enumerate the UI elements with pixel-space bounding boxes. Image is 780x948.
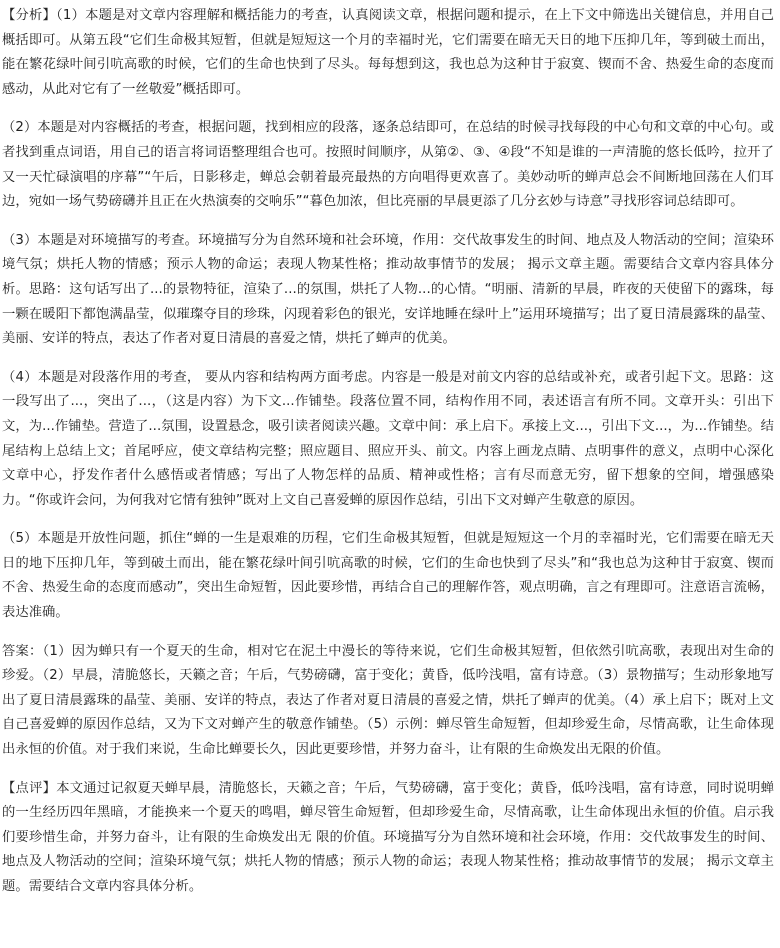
analysis-paragraph-1: 【分析】（1）本题是对文章内容理解和概括能力的考查，认真阅读文章，根据问题和提示，在上下文中筛选出关键信息，并用自己概括即可。从第五段“它们生命极其短暂，但就是短短这一个月的幸福时光，它们需要在暗无天日的地下压抑几年，等到破土而出，能在繁花绿叶间引吭高歌的时候，它们的生命也快到了尽头。每每想到这，我也总为这种甘于寂寞、锲而不舍、热爱生命的态度而感动，从此对它有了一丝敬爱”概括即可。 [2, 8, 774, 97]
analysis-paragraph-5: （5）本题是开放性问题，抓住“蝉的一生是艰难的历程，它们生命极其短暂，但就是短短这一个月的幸福时光，它们需要在暗无天日的地下压抑几年，等到破土而出，能在繁花绿叶间引吭高歌的时候，它们的生命也快到了尽头”和“我也总为这种甘于寂寞、锲而不舍、热爱生命的态度而感动”，突出生命短暂，因此要珍惜，再结合自己的理解作答，观点明确，言之有理即可。注意语言流畅，表达准确。 [2, 531, 774, 621]
analysis-paragraph-3: （3）本题是对环境描写的考查。环境描写分为自然环境和社会环境，作用：交代故事发生的时间、地点及人物活动的空间；渲染环境气氛；烘托人物的情感；预示人物的命运；表现人物某性格；推动故事情节的发展； 揭示文章主题。需要结合文章内容具体分析。思路：这句话写出了...的景物特征，渲染了...的氛围，烘托了人物...的心情。“明丽、清新的早晨，昨夜的天使留下的露珠，每一颗在暖阳下都饱满晶莹，似璀璨夺目的珍珠，闪现着彩色的银光，安详地睡在绿叶上”运用环境描写；岀了夏日清晨露珠的晶莹、美丽、安详的特点，表达了作者对夏日清晨的喜爱之情，烘托了蝉声的优美。 [2, 232, 774, 347]
answer-paragraph: 答案：（1）因为蝉只有一个夏天的生命，相对它在泥土中漫长的等待来说，它们生命极其短暂，但依然引吭高歌，表现出对生命的珍爱。（2）早晨，清脆悠长，天籁之音；午后，气势磅礴，富于变化；黄昏，低吟浅唱，富有诗意。（3）景物描写；生动形象地写出了夏日清晨露珠的晶莹、美丽、安详的特点，表达了作者对夏日清晨的喜爱之情，烘托了蝉声的优美。（4）承上启下；既对上文自己喜爱蝉的原因作总结，又为下文对蝉产生的敬意作铺垫。（5）示例：蝉尽管生命短暂，但却珍爱生命，尽情高歌，让生命体现出永恒的价值。对于我们来说，生命比蝉要长久，因此更要珍惜，并努力奋斗，让有限的生命焕发出无限的价值。 [2, 643, 774, 758]
analysis-paragraph-4: （4）本题是对段落作用的考查， 要从内容和结构两方面考虑。内容是一般是对前文内容的总结或补充，或者引起下文。思路：这一段写出了...，突出了...，（这是内容）为下文...作铺垫。段落位置不同，结构作用不同，表述语言有所不同。文章开头：引出下文，为...作铺垫。营造了...氛围，设置悬念，吸引读者阅读兴趣。文章中间：承上启下。承接上文...，引出下文...，为...作铺垫。结尾结构上总结上文；首尾呼应，使文章结构完整；照应题目、照应开头、前文。内容上画龙点睛、点明事件的意义，点明中心深化文章中心，抒发作者什么感悟或者情感；写出了人物怎样的品质、精神或性格；言有尽而意无穷，留下想象的空间，增强感染力。“你或许会问，为何我对它情有独钟”既对上文自己喜爱蝉的原因作总结，引出下文对蝉产生敬意的原因。 [2, 369, 774, 508]
comment-paragraph: 【点评】本文通过记叙夏天蝉早晨，清脆悠长，天籁之音；午后，气势磅礴，富于变化；黄昏，低吟浅唱，富有诗意，同时说明蝉的一生经历四年黑暗，才能换来一个夏天的鸣唱，蝉尽管生命短暂，但却珍爱生命，尽情高歌，让生命体现出永恒的价值。启示我们要珍惜生命，并努力奋斗，让有限的生命焕发出无 限的价值。环境描写分为自然环境和社会环境，作用：交代故事发生的时间、地点及人物活动的空间；渲染环境气氛；烘托人物的情感；预示人物的命运；表现人物某性格；推动故事情节的发展； 揭示文章主题。需要结合文章内容具体分析。 [2, 780, 774, 894]
analysis-paragraph-2: （2）本题是对内容概括的考查，根据问题，找到相应的段落，逐条总结即可，在总结的时候寻找每段的中心句和文章的中心句。或者找到重点词语，用自己的语言将词语整理组合也可。按照时间顺序，从第②、③、④段“不知是谁的一声清脆的悠长低吟，拉开了又一天忙碌演唱的序幕”“午后，日影移走，蝉总会朝着最亮最热的方向唱得更欢喜了。美妙动听的蝉声总会不间断地回荡在人们耳边，宛如一场气势磅礴并且正在火热演奏的交响乐”“暮色加浓，但比亮丽的早晨更添了几分玄妙与诗意”寻找形容词总结即可。 [2, 120, 774, 210]
